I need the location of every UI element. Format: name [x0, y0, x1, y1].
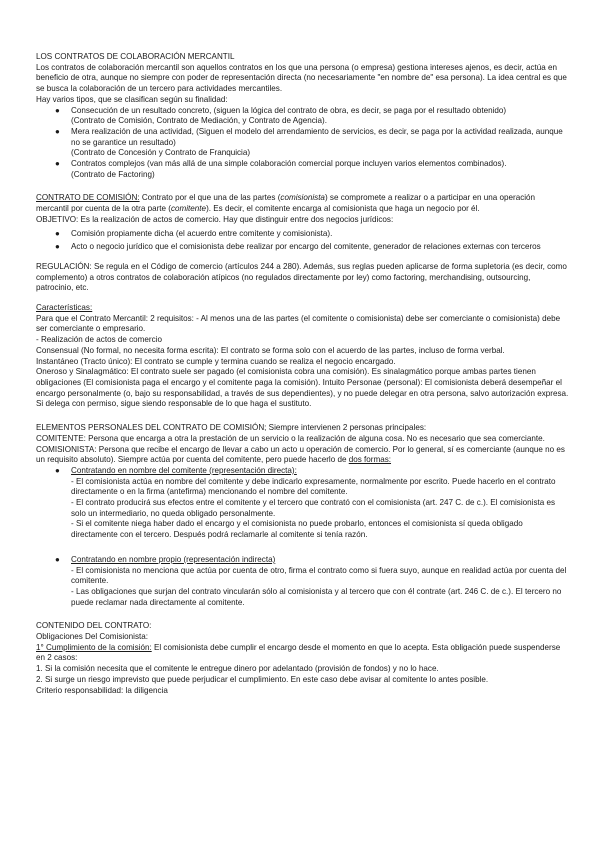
list-item: ● Comisión propiamente dicha (el acuerdo entre comitente y comisionista). — [55, 228, 333, 238]
bullet-icon: ● — [55, 126, 60, 136]
caso-line: 1. Si la comisión necesita que el comitente le entregue dinero por adelantado (provisión de fondos) y no lo hace. — [36, 664, 439, 674]
caracteristica-line: Consensual (No formal, no necesita forma escrita): El contrato se forma solo con el acuerdo de las partes, incluso de forma verbal. — [36, 345, 505, 355]
regulacion-text: REGULACIÓN: Se regula en el Código de comercio (artículos 244 a 280). Además, sus reglas pueden aplicarse de forma supletoria (es decir, como complemento) a otros contratos de colaboración atípicos (no regulados directamente por ley) como factoring, merchandising, outsourcing, patrocinio, etc. — [36, 261, 567, 293]
objetivo-text: OBJETIVO: Es la realización de actos de comercio. Hay que distinguir entre dos negocios jurídicos: — [36, 214, 394, 224]
bullet-icon: ● — [55, 242, 60, 252]
section-title-comision: CONTRATO DE COMISIÓN: — [36, 193, 140, 203]
bullet-icon: ● — [55, 554, 60, 564]
list-item: ● Contratos complejos (van más allá de una simple colaboración comercial porque incluyen varios elementos combinados). (Contrato de Factoring) — [55, 159, 507, 179]
list-item: ● Consecución de un resultado concreto, (siguen la lógica del contrato de obra, es decir, se paga por el resultado obtenido) (Contrato de Comisión, Contrato de Mediación, y Contrato de Agencia). — [55, 105, 507, 126]
intro-paragraph: Los contratos de colaboración mercantil son aquellos contratos en los que una persona (o empresa) gestiona intereses ajenos, es decir, actúa en beneficio de otra, aunque no siempre con poder de representación directa (no necesariamente "en nombre de" esa persona). La idea central es que se busca la colaboración de un tercero para actividades mercantiles. — [36, 62, 567, 94]
criterio-text: Criterio responsabilidad: la diligencia — [36, 685, 168, 695]
bullet-icon: ● — [55, 228, 60, 238]
comision-definition: CONTRATO DE COMISIÓN: Contrato por el que una de las partes (comisionista) se compromete a realizar o a participar en una operación mercantil por cuenta de la otra parte (comitente). Es decir, el comitente encarga al comisionista que haga un negocio por él. — [36, 193, 536, 214]
bullet-icon: ● — [55, 159, 60, 169]
caracteristica-line: Oneroso y Sinalagmático: El contrato suele ser pagado (el comisionista cobra una comisión). Es sinalagmático porque ambas partes tienen obligaciones (El comisionista paga el encargo y el comitente paga la comisión). Intuito Personae (personal): El comisionista deberá desempeñar el encargo personalmente (o, bajo su responsabilidad, a través de sus dependientes), y no puede delegar en otra persona, salvo autorización expresa. Si delega con permiso, sigue siendo responsable de lo que haga el sustituto. — [36, 367, 569, 409]
bullet-icon: ● — [55, 465, 60, 475]
types-list — [36, 106, 570, 181]
obligaciones-subtitle: Obligaciones Del Comisionista: — [36, 632, 149, 642]
list-item: ● Contratando en nombre del comitente (representación directa): - El comisionista actúa en nombre del comitente y debe indicarlo expresamente, normalmente por escrito. Puede hacerlo en el contrato directamente o en la firma (antefirma) mencionando el nombre del comitente. - El contrato producirá sus efectos entre el comitente y el tercero que contrató con el comisionista (art. 247 C. de c.). El comisionista es solo un intermediario, no queda obligado personalmente. - Si el comitente niega haber dado el encargo y el comisionista no puede probarlo, entonces el comisionista sí queda obligado directamente con el tercero. Después podrá reclamarle al comitente si tenía razón. — [55, 465, 556, 540]
caso-line: 2. Si surge un riesgo imprevisto que puede perjudicar el cumplimiento. En este caso debe avisar al comitente lo antes posible. — [36, 674, 489, 684]
caracteristica-line: Instantáneo (Tracto único): El contrato se cumple y termina cuando se realiza el negocio encargado. — [36, 356, 396, 366]
negocios-list — [36, 229, 570, 253]
list-item: ● Mera realización de una actividad, (Siguen el modelo del arrendamiento de servicios, es decir, se paga por la actividad realizada, aunque no se garantice un resultado) (Contrato de Concesión y Contrato de Franquicia) — [55, 126, 563, 158]
comisionista-definition: COMISIONISTA: Persona que recibe el encargo de llevar a cabo un acto u operación de comercio. Por lo general, sí es comerciante (aunque no es un requisito absoluto). Siempre actúa por cuenta del comitente, pero puede hacerlo de dos formas: — [36, 444, 565, 465]
bullet-icon: ● — [55, 105, 60, 115]
comitente-definition: COMITENTE: Persona que encarga a otra la prestación de un servicio o la realización de alguna cosa. No es necesario que sea comerciante. — [36, 433, 545, 443]
section-title-contenido: CONTENIDO DEL CONTRATO: — [36, 621, 152, 631]
section-title-caracteristicas: Características: — [36, 303, 93, 313]
cumplimiento-text: 1° Cumplimiento de la comisión: El comisionista debe cumplir el encargo desde el momento en que lo acepta. Esta obligación puede suspenderse en 2 casos: — [36, 642, 561, 663]
formas-list — [36, 466, 570, 608]
types-intro: Hay varios tipos, que se clasifican según su finalidad: — [36, 94, 228, 104]
section-title-elementos: ELEMENTOS PERSONALES DEL CONTRATO DE COMISIÓN; Siempre intervienen 2 personas principales: — [36, 423, 427, 433]
section-title-colaboracion: LOS CONTRATOS DE COLABORACIÓN MERCANTIL — [36, 52, 235, 61]
list-item: ● Contratando en nombre propio (representación indirecta) - El comisionista no menciona que actúa por cuenta de otro, firma el contrato como si fuera suyo, aunque en realidad actúa por cuenta del comitente. - Las obligaciones que surjan del contrato vincularán sólo al comisionista y al tercero que con él contrate (art. 246 C. de c.). El tercero no puede reclamar nada directamente al comitente. — [55, 554, 567, 607]
list-item: ● Acto o negocio jurídico que el comisionista debe realizar por encargo del comitente, generador de relaciones externas con terceros — [55, 242, 541, 252]
caracteristica-line: Para que el Contrato Mercantil: 2 requisitos: - Al menos una de las partes (el comitente o comisionista) debe ser comerciante o comisionista) debe ser comerciante o empresario. — [36, 313, 561, 334]
caracteristica-line: - Realización de actos de comercio — [36, 335, 162, 345]
